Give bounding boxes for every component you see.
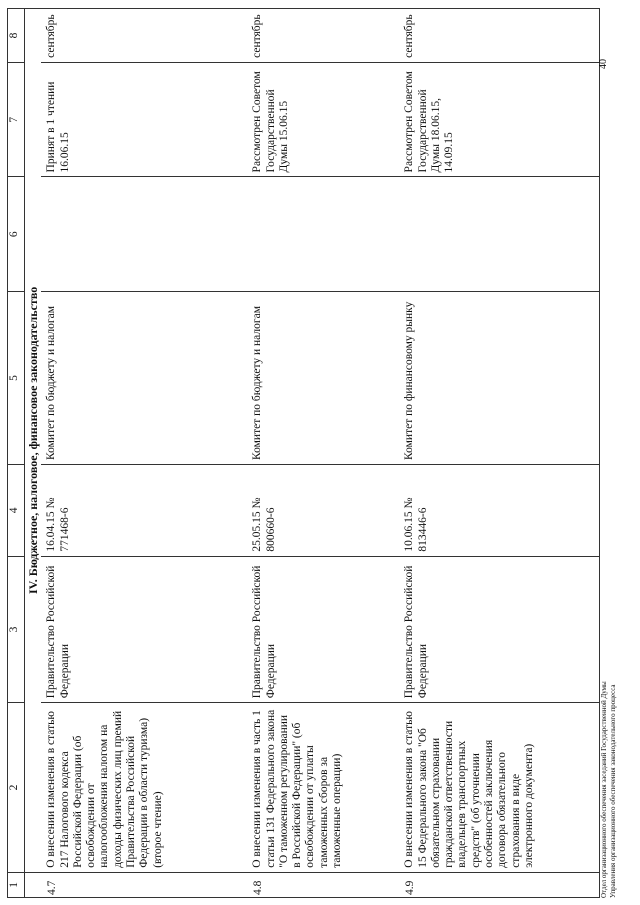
column-number-1: 1 <box>8 872 25 897</box>
header-row <box>8 9 25 898</box>
section-row <box>25 9 42 898</box>
bill-registration: 25.05.15 № 800660-6 <box>247 464 399 556</box>
column-number-5: 5 <box>8 292 25 465</box>
row-number: 4.9 <box>399 872 599 897</box>
bill-registration: 16.04.15 № 771468-6 <box>41 464 247 556</box>
column-6-value <box>247 177 399 292</box>
table-row <box>41 9 247 898</box>
column-6-value <box>41 177 247 292</box>
column-number-7: 7 <box>8 62 25 177</box>
column-number-4: 4 <box>8 464 25 556</box>
planned-month: сентябрь <box>41 9 247 63</box>
footer-line-1: Отдел организационного обеспечения заседаний Государственной Думы <box>600 681 608 898</box>
section-title: IV. Бюджетное, налоговое, финансовое законодательство <box>25 9 42 873</box>
row-number: 4.7 <box>41 872 247 897</box>
bill-title: О внесении изменения в статью 15 Федерального закона "Об обязательном страховании гражданской ответственности владельцев транспортных средств" (об уточнении особенностей заключения договора обязательного страхования в виде электронного документа) <box>399 703 599 873</box>
bill-registration: 10.06.15 № 813446-6 <box>399 464 599 556</box>
column-number-2: 2 <box>8 703 25 873</box>
responsible-committee: Комитет по финансовому рынку <box>399 292 599 465</box>
table-row <box>247 9 399 898</box>
bill-status: Рассмотрен Советом Государственной Думы 15.06.15 <box>247 62 399 177</box>
bill-title: О внесении изменения в статью 217 Налогового кодекса Российской Федерации (об освобождении от налогообложения налогом на доходы физических лиц премий Правительства Российской Федерации в области туризма) (второе чтение) <box>41 703 247 873</box>
planned-month: сентябрь <box>399 9 599 63</box>
planned-month: сентябрь <box>247 9 399 63</box>
bill-initiator: Правительство Российской Федерации <box>399 556 599 703</box>
bill-initiator: Правительство Российской Федерации <box>41 556 247 703</box>
column-number-3: 3 <box>8 556 25 703</box>
responsible-committee: Комитет по бюджету и налогам <box>247 292 399 465</box>
bill-title: О внесении изменения в часть 1 статьи 131 Федерального закона "О таможенном регулировании в Российской Федерации" (об освобождении от уплаты таможенных сборов за таможенные операции) <box>247 703 399 873</box>
footer-line-2: Управления организационного обеспечения законодательного процесса <box>608 684 617 898</box>
responsible-committee: Комитет по бюджету и налогам <box>41 292 247 465</box>
page-number: 40 <box>598 59 609 69</box>
column-6-value <box>399 177 599 292</box>
bill-initiator: Правительство Российской Федерации <box>247 556 399 703</box>
footer-department <box>600 681 617 898</box>
bill-status: Принят в 1 чтении 16.06.15 <box>41 62 247 177</box>
row-number: 4.8 <box>247 872 399 897</box>
bill-status: Рассмотрен Советом Государственной Думы 18.06.15, 14.09.15 <box>399 62 599 177</box>
legislation-table <box>7 8 600 898</box>
table-row <box>399 9 599 898</box>
column-number-8: 8 <box>8 9 25 63</box>
column-number-6: 6 <box>8 177 25 292</box>
